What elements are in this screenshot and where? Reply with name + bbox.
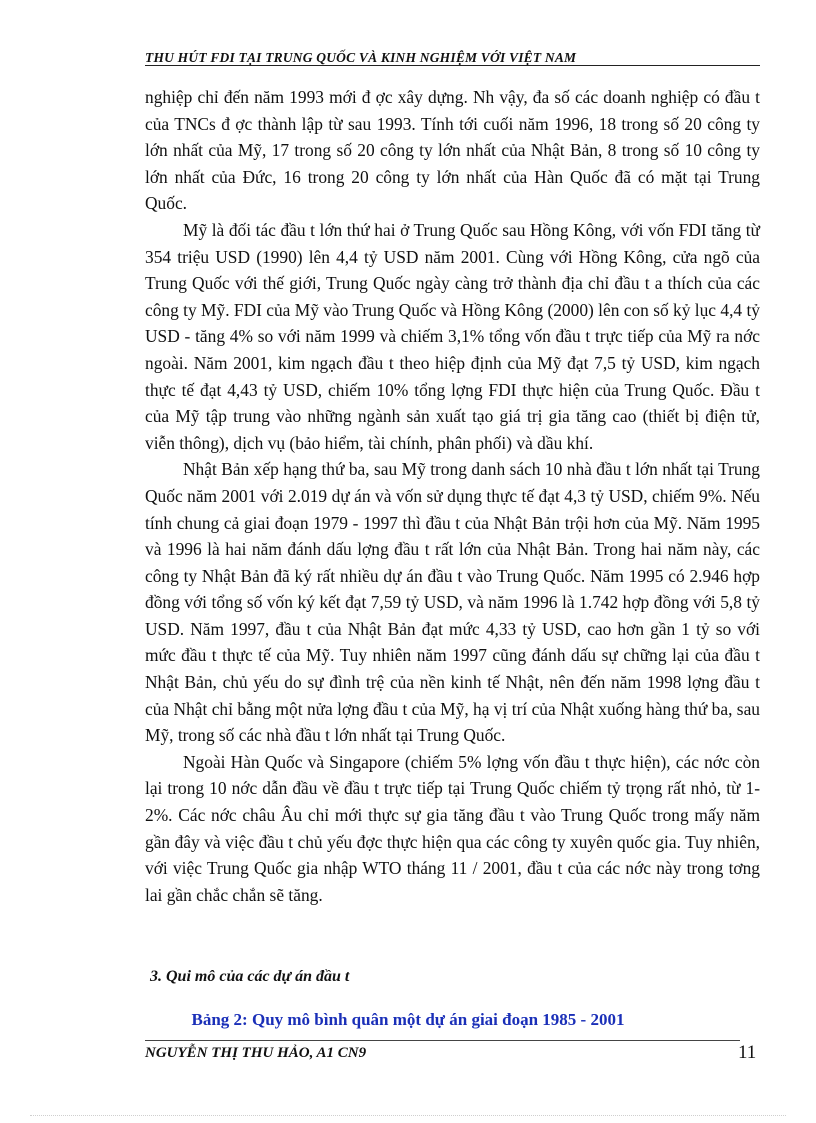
paragraph-other-countries: Ngoài Hàn Quốc và Singapore (chiếm 5% lợng vốn đầu t thực hiện), các nớc còn lại trong 10 nớc dẫn đầu về đầu t trực tiếp tại Trung Quốc chiếm tỷ trọng rất nhỏ, từ 1-2%. Các nớc châu Âu chỉ mới thực sự gia tăng đầu t vào Trung Quốc trong mấy năm gần đây và việc đầu t chủ yếu đợc thực hiện qua các công ty xuyên quốc gia. Tuy nhiên, với việc Trung Quốc gia nhập WTO tháng 11 / 2001, đầu t của các nớc này trong tơng lai gần chắc chắn sẽ tăng. bbox=[145, 751, 760, 905]
page-bottom-edge bbox=[30, 1115, 786, 1116]
page-number: 11 bbox=[738, 1042, 757, 1063]
header-divider bbox=[145, 65, 760, 66]
paragraph-us-investment: Mỹ là đối tác đầu t lớn thứ hai ở Trung Quốc sau Hồng Kông, với vốn FDI tăng từ 354 triệu USD (1990) lên 4,4 tỷ USD năm 2001. Cùng với Hồng Kông, cửa ngõ của Trung Quốc với thế giới, Trung Quốc ngày càng trở thành địa chỉ đầu t a thích của các công ty Mỹ. FDI của Mỹ vào Trung Quốc và Hồng Kông (2000) lên con số kỷ lục 4,4 tỷ USD - tăng 4% so với năm 1999 và chiếm 3,1% tổng vốn đầu t trực tiếp của Mỹ ra nớc ngoài. Năm 2001, kim ngạch đầu t theo hiệp định của Mỹ đạt 7,5 tỷ USD, kim ngạch thực tế đạt 4,43 tỷ USD, chiếm 10% tổng lợng FDI thực hiện của Trung Quốc. Đầu t của Mỹ tập trung vào những ngành sản xuất tạo giá trị gia tăng cao (thiết bị điện tử, viễn thông), dịch vụ (bảo hiểm, tài chính, phân phối) và dầu khí. bbox=[145, 219, 760, 453]
table-caption: Bảng 2: Quy mô bình quân một dự án giai đoạn 1985 - 2001 bbox=[191, 1010, 625, 1029]
paragraph-japan-investment: Nhật Bản xếp hạng thứ ba, sau Mỹ trong danh sách 10 nhà đầu t lớn nhất tại Trung Quốc năm 2001 với 2.019 dự án và vốn sử dụng thực tế đạt 4,3 tỷ USD, chiếm 9%. Nếu tính chung cả giai đoạn 1979 - 1997 thì đầu t của Nhật Bản trội hơn của Mỹ. Năm 1995 và 1996 là hai năm đánh dấu lợng đầu t rất lớn của Nhật Bản. Trong hai năm này, các công ty Nhật Bản đã ký rất nhiều dự án đầu t vào Trung Quốc. Năm 1995 có 2.946 hợp đồng với tổng số vốn ký kết đạt 7,59 tỷ USD, và năm 1996 là 1.742 hợp đồng với 5,8 tỷ USD. Năm 1997, đầu t của Nhật Bản đạt mức 4,33 tỷ USD, cao hơn gần 1 tỷ so với mức đầu t thực tế của Mỹ. Tuy nhiên năm 1997 cũng đánh dấu sự chững lại của đầu t Nhật Bản, chủ yếu do sự đình trệ của nền kinh tế Nhật, nên đến năm 1998 lợng đầu t của Nhật chỉ bằng một nửa lợng đầu t của Mỹ, hạ vị trí của Nhật xuống hàng thứ ba, sau Mỹ, trong số các nhà đầu t lớn nhất tại Trung Quốc. bbox=[145, 459, 760, 746]
footer-author: NGUYỄN THỊ THU HẢO, A1 CN9 bbox=[145, 1045, 367, 1061]
body-text bbox=[145, 84, 760, 908]
paragraph-continuation: nghiệp chỉ đến năm 1993 mới đ ợc xây dựng. Nh vậy, đa số các doanh nghiệp có đầu t của TNCs đ ợc thành lập từ sau 1993. Tính tới cuối năm 1996, 18 trong số 20 công ty lớn nhất của Mỹ, 17 trong số 20 công ty lớn nhất của Nhật Bản, 8 trong số 10 công ty lớn nhất của Đức, 16 trong 20 công ty lớn nhất của Hàn Quốc đã có mặt tại Trung Quốc. bbox=[145, 87, 760, 214]
running-header: THU HÚT FDI TẠI TRUNG QUỐC VÀ KINH NGHIỆM VỚI VIỆT NAM bbox=[145, 50, 577, 65]
footer-divider bbox=[145, 1040, 740, 1041]
section-heading: 3. Qui mô của các dự án đầu t bbox=[150, 968, 350, 985]
